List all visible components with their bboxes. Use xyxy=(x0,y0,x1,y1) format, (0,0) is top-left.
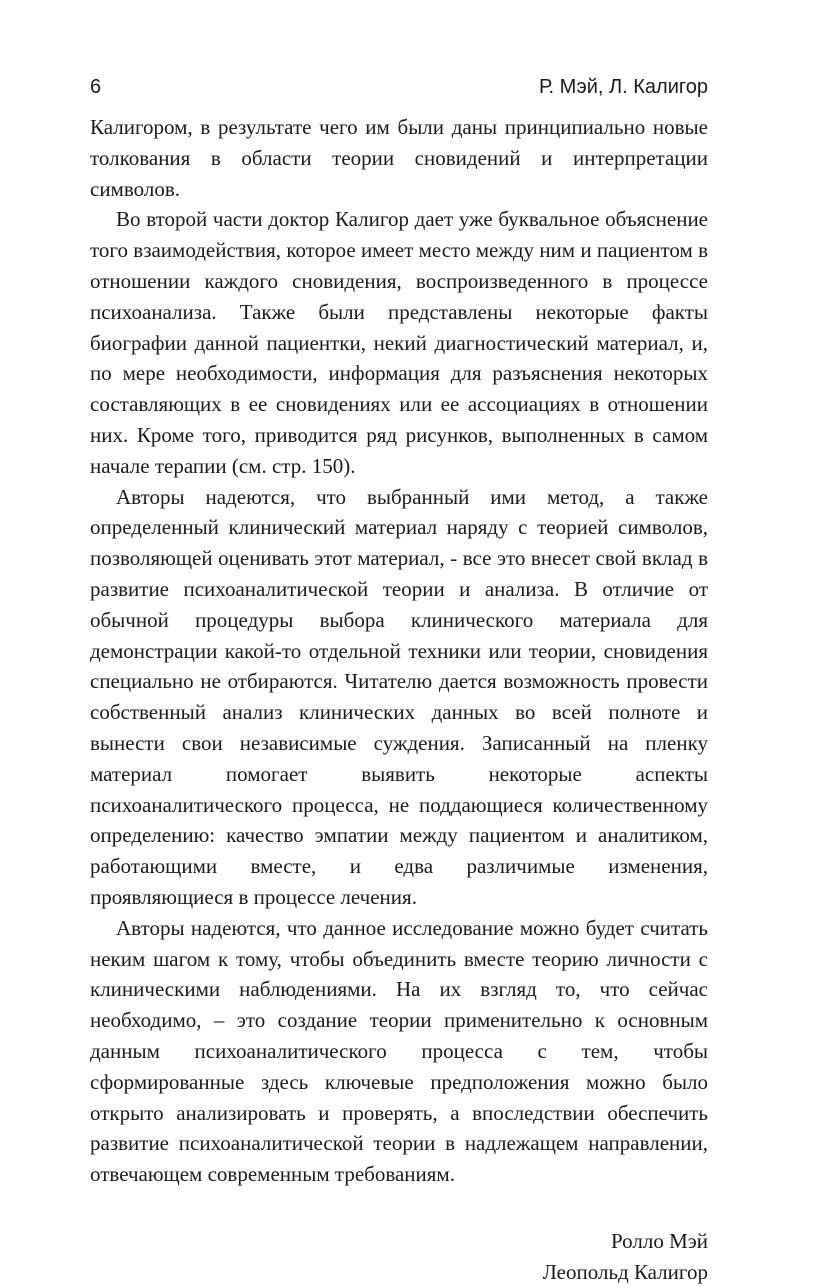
paragraph: Авторы надеются, что данное исследование можно будет считать неким шагом к тому, чтобы объединить вместе теорию личности с клиническими наблюдениями. На их взгляд то, что сейчас необходимо, – это создание теории применительно к основным данным психоаналитического процесса с тем, чтобы сформированные здесь ключевые предположения можно было открыто анализировать и проверять, а впоследствии обеспечить развитие психоаналитической теории в надлежащем направлении, отвечающем современным требованиям. xyxy=(90,915,708,1187)
body-text xyxy=(90,112,708,1190)
running-title: Р. Мэй, Л. Калигор xyxy=(538,76,708,98)
author-name: Леопольд Калигор xyxy=(542,1259,708,1284)
signature-block xyxy=(90,1226,708,1287)
book-page xyxy=(90,70,708,1287)
author-name: Ролло Мэй xyxy=(610,1228,708,1253)
page-number: 6 xyxy=(90,76,102,98)
running-head xyxy=(90,70,708,104)
paragraph-continued: Калигором, в результате чего им были даны принципиально новые толкования в области теории сновидений и интерпретации символов. xyxy=(90,115,708,201)
paragraph: Авторы надеются, что выбранный ими метод, а также определенный клинический материал наряду с теорией символов, позволяющей оценивать этот материал, - все это внесет свой вклад в развитие психоаналитической теории и анализа. В отличие от обычной процедуры выбора клинического материала для демонстрации какой-то отдельной техники или теории, сновидения специально не отбираются. Читателю дается возможность провести собственный анализ клинических данных во всей полноте и вынести свои независимые суждения. Записанный на пленку материал помогает выявить некоторые аспекты психоаналитического процесса, не поддающиеся количественному определению: качество эмпатии между пациентом и аналитиком, работающими вместе, и едва различимые изменения, проявляющиеся в процессе лечения. xyxy=(90,484,708,909)
paragraph: Во второй части доктор Калигор дает уже буквальное объяснение того взаимодействия, которое имеет место между ним и пациентом в отношении каждого сновидения, воспроизведенного в процессе психоанализа. Также были представлены некоторые факты биографии данной пациентки, некий диагностический материал, и, по мере необходимости, информация для разъяснения некоторых составляющих в ее сновидениях или ее ассоциациях в отношении них. Кроме того, приводится ряд рисунков, выполненных в самом начале терапии (см. стр. 150). xyxy=(90,207,708,478)
